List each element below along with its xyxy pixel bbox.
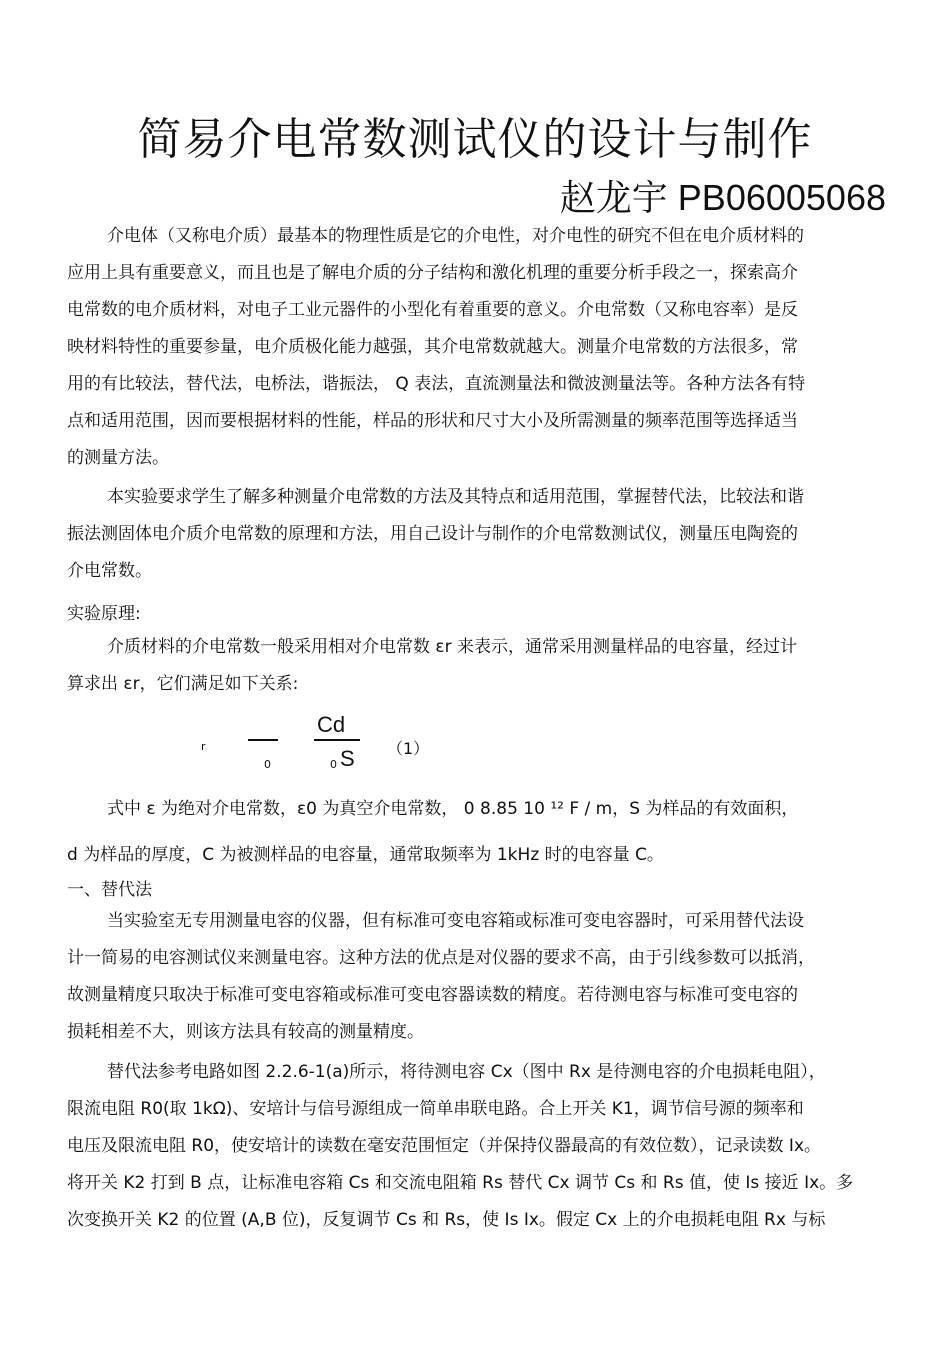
formula-numerator: Cd [317, 712, 346, 737]
text-line: 限流电阻 R0(取 1kΩ)、安培计与信号源组成一简单串联电路。合上开关 K1，调节信号源的频率和 [67, 1099, 804, 1119]
formula-denominator-subscript: 0 [330, 758, 337, 771]
text-line: 替代法参考电路如图 2.2.6-1(a)所示，将待测电容 Cx（图中 Rx 是待测电容的介电损耗电阻）， [107, 1062, 826, 1082]
requirement-paragraph [67, 479, 887, 590]
text-line: 式中 ε 为绝对介电常数，ε0 为真空介电常数， 0 8.85 10 ¹² F / m，S 为样品的有效面积， [107, 799, 799, 819]
principle-paragraph [67, 629, 887, 703]
section-heading: 一、替代法 [67, 880, 152, 900]
text-line: 电常数的电介质材料，对电子工业元器件的小型化有着重要的意义。介电常数（又称电容率）是反 [67, 300, 798, 320]
section1b-paragraph [67, 1054, 887, 1239]
intro-paragraph [67, 218, 887, 477]
text-line: 用的有比较法，替代法，电桥法，谐振法， Q 表法，直流测量法和微波测量法等。各种方法各有特 [67, 374, 806, 394]
formula-denominator: S [340, 746, 355, 771]
fraction-bar-left [248, 739, 278, 741]
text-line: 介质材料的介电常数一般采用相对介电常数 εr 来表示，通常采用测量样品的电容量，经过计 [107, 637, 797, 657]
formula-lhs-subscript: r [201, 740, 206, 753]
text-line: d 为样品的厚度，C 为被测样品的电容量，通常取频率为 1kHz 时的电容量 C。 [67, 845, 664, 865]
text-line: 本实验要求学生了解多种测量介电常数的方法及其特点和适用范围，掌握替代法，比较法和谐 [107, 487, 804, 507]
text-line: 算求出 εr，它们满足如下关系: [67, 674, 299, 694]
formula-number: （1） [387, 739, 430, 758]
fraction-bar-right [314, 739, 360, 741]
text-line: 点和适用范围，因而要根据材料的性能，样品的形状和尺寸大小及所需测量的频率范围等选择适当 [67, 411, 798, 431]
principle-heading: 实验原理: [67, 604, 141, 624]
text-line: 计一简易的电容测试仪来测量电容。这种方法的优点是对仪器的要求不高，由于引线参数可以抵消， [67, 948, 815, 968]
text-line: 映材料特性的重要参量，电介质极化能力越强，其介电常数就越大。测量介电常数的方法很多，常 [67, 337, 798, 357]
document-title: 简易介电常数测试仪的设计与制作 [137, 114, 813, 165]
text-line: 损耗相差不大，则该方法具有较高的测量精度。 [67, 1022, 424, 1042]
text-line: 将开关 K2 打到 B 点，让标准电容箱 Cs 和交流电阻箱 Rs 替代 Cx 调节 Cs 和 Rs 值，使 Is 接近 Ix。多 [67, 1173, 854, 1193]
text-line: 的测量方法。 [67, 448, 169, 468]
text-line: 振法测固体电介质介电常数的原理和方法，用自己设计与制作的介电常数测试仪，测量压电陶瓷的 [67, 524, 798, 544]
where-paragraph [67, 786, 887, 878]
text-line: 故测量精度只取决于标准可变电容箱或标准可变电容器读数的精度。若待测电容与标准可变电容的 [67, 985, 798, 1005]
formula-denominator-left: 0 [264, 758, 271, 771]
text-line: 次变换开关 K2 的位置 (A,B 位)，反复调节 Cs 和 Rs，使 Is Ix。假定 Cx 上的介电损耗电阻 Rx 与标 [67, 1210, 826, 1230]
text-line: 电压及限流电阻 R0，使安培计的读数在毫安范围恒定（并保持仪器最高的有效位数），记录读数 Ix。 [67, 1136, 822, 1156]
formula-1 [0, 700, 950, 780]
text-line: 当实验室无专用测量电容的仪器，但有标准可变电容箱或标准可变电容器时，可采用替代法设 [107, 911, 804, 931]
text-line: 应用上具有重要意义，而且也是了解电介质的分子结构和激化机理的重要分析手段之一，探索高介 [67, 263, 798, 283]
text-line: 介电常数。 [67, 561, 152, 581]
section1-paragraph [67, 903, 887, 1051]
text-line: 介电体（又称电介质）最基本的物理性质是它的介电性，对介电性的研究不但在电介质材料的 [107, 226, 804, 246]
author-line: 赵龙宇 PB06005068 [559, 177, 886, 218]
